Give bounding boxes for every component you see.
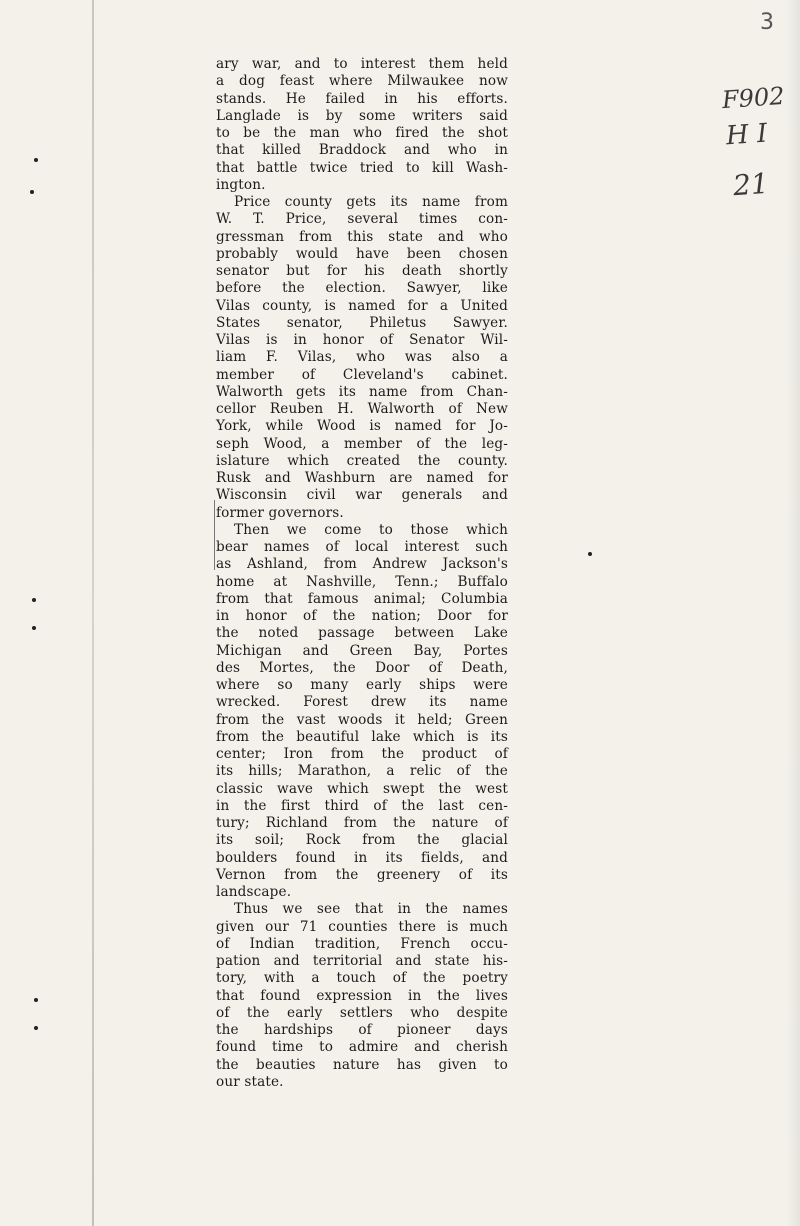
- article-line: Rusk and Washburn are named for: [216, 470, 508, 486]
- article-line: tury; Richland from the nature of: [216, 815, 508, 831]
- article-line: landscape.: [216, 884, 292, 900]
- article-line: its hills; Marathon, a relic of the: [216, 763, 508, 780]
- article-line: ington.: [216, 176, 266, 193]
- article-line: that killed Braddock and who in: [216, 142, 508, 159]
- article-line: probably would have been chosen: [216, 245, 508, 262]
- article-line: home at Nashville, Tenn.; Buffalo: [216, 573, 508, 590]
- article-line: W. T. Price, several times con-: [216, 211, 508, 228]
- margin-speck: [30, 190, 34, 194]
- article-line: in honor of the nation; Door for: [216, 608, 508, 624]
- article-line: our state.: [216, 1073, 284, 1090]
- page-shadow: [786, 0, 800, 1226]
- margin-speck: [588, 552, 592, 556]
- article-line: the noted passage between Lake: [216, 625, 508, 642]
- article-line: Langlade is by some writers said: [216, 107, 508, 124]
- page-edge: [92, 0, 94, 1226]
- margin-speck: [32, 626, 36, 630]
- article-line: before the election. Sawyer, like: [216, 280, 508, 297]
- article-line: of the early settlers who despite: [216, 1004, 508, 1021]
- article-line: wrecked. Forest drew its name: [216, 694, 508, 711]
- article-line: pation and territorial and state his-: [216, 953, 508, 969]
- article-line: former governors.: [216, 504, 344, 521]
- article-line: seph Wood, a member of the leg-: [216, 435, 508, 452]
- article-line: bear names of local interest such: [216, 539, 508, 555]
- margin-speck: [34, 998, 38, 1002]
- handwritten-note-catalog: F902: [721, 81, 786, 115]
- article-line: in the first third of the last cen-: [216, 797, 508, 814]
- article-line: Vernon from the greenery of its: [216, 866, 508, 883]
- article-line: that found expression in the lives: [216, 987, 508, 1004]
- article-line: from that famous animal; Columbia: [216, 590, 508, 607]
- article-line: the hardships of pioneer days: [216, 1022, 508, 1038]
- article-line: tory, with a touch of the poetry: [216, 970, 508, 987]
- article-column: [216, 56, 508, 1091]
- article-line: that battle twice tried to kill Wash-: [216, 159, 508, 176]
- clipping-edge: [214, 500, 215, 570]
- article-line: classic wave which swept the west: [216, 780, 508, 797]
- article-line: the beauties nature has given to: [216, 1056, 508, 1073]
- article-line: liam F. Vilas, who was also a: [216, 349, 508, 366]
- article-line: Michigan and Green Bay, Portes: [216, 642, 508, 659]
- article-line: stands. He failed in his efforts.: [216, 90, 508, 107]
- margin-speck: [34, 1026, 38, 1030]
- article-line: York, while Wood is named for Jo-: [216, 418, 508, 435]
- article-line: ary war, and to interest them held: [216, 56, 508, 72]
- article-line: Thus we see that in the names: [234, 901, 508, 918]
- article-line: a dog feast where Milwaukee now: [216, 73, 508, 90]
- article-line: center; Iron from the product of: [216, 746, 508, 762]
- article-line: gressman from this state and who: [216, 228, 508, 245]
- handwritten-note-number: 21: [731, 166, 770, 203]
- article-line: as Ashland, from Andrew Jackson's: [216, 556, 508, 573]
- article-line: its soil; Rock from the glacial: [216, 832, 508, 849]
- article-line: States senator, Philetus Sawyer.: [216, 314, 508, 331]
- article-line: found time to admire and cherish: [216, 1039, 508, 1056]
- article-line: islature which created the county.: [216, 452, 508, 469]
- article-line: from the vast woods it held; Green: [216, 711, 508, 728]
- article-line: given our 71 counties there is much: [216, 918, 508, 935]
- article-line: Walworth gets its name from Chan-: [216, 383, 508, 400]
- article-line: senator but for his death shortly: [216, 263, 508, 279]
- article-line: where so many early ships were: [216, 677, 508, 693]
- article-line: boulders found in its fields, and: [216, 849, 508, 866]
- article-line: Price county gets its name from: [234, 194, 508, 210]
- article-line: Then we come to those which: [234, 521, 508, 538]
- page-number: 3: [760, 10, 774, 35]
- article-line: Wisconsin civil war generals and: [216, 487, 508, 504]
- margin-speck: [32, 598, 36, 602]
- article-line: cellor Reuben H. Walworth of New: [216, 401, 508, 417]
- article-line: Vilas is in honor of Senator Wil-: [216, 332, 508, 348]
- article-line: to be the man who fired the shot: [216, 125, 508, 141]
- article-line: from the beautiful lake which is its: [216, 728, 508, 745]
- article-line: member of Cleveland's cabinet.: [216, 366, 508, 383]
- article-line: Vilas county, is named for a United: [216, 297, 508, 314]
- article-line: of Indian tradition, French occu-: [216, 935, 508, 952]
- margin-speck: [34, 158, 38, 162]
- article-line: des Mortes, the Door of Death,: [216, 659, 508, 676]
- handwritten-note-series: H I: [725, 118, 769, 152]
